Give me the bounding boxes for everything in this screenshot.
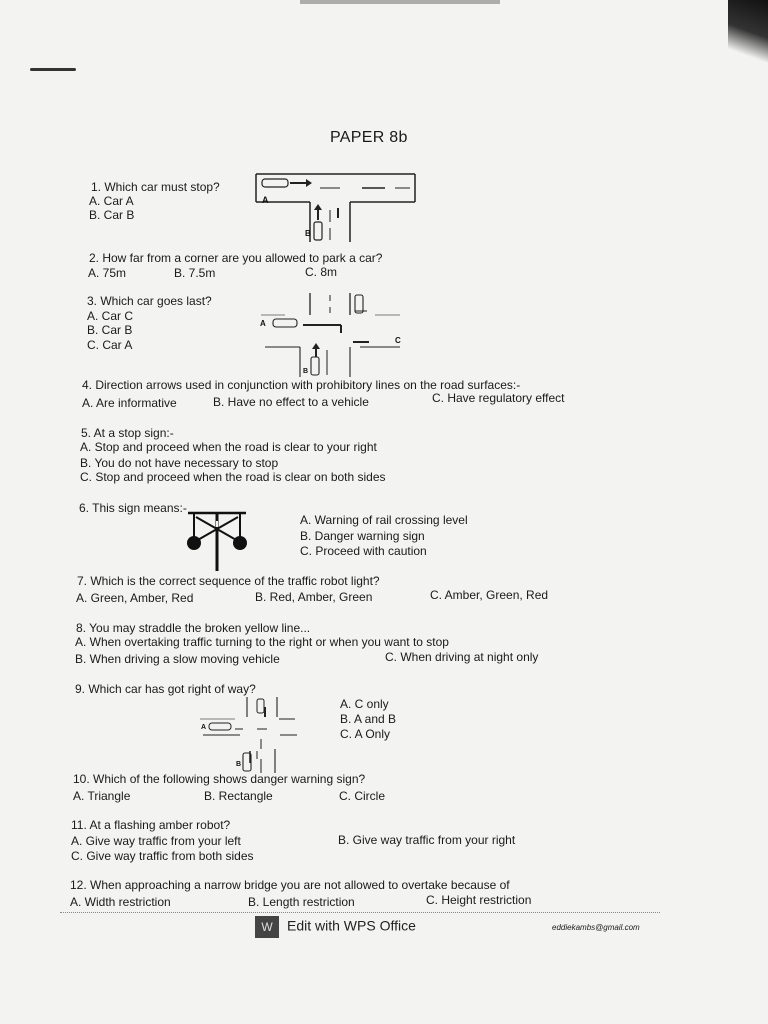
scan-edge-mark xyxy=(300,0,500,4)
q9-question: 9. Which car has got right of way? xyxy=(75,682,256,696)
wps-logo-icon: W xyxy=(255,916,279,938)
q5-option-a: A. Stop and proceed when the road is clear to your right xyxy=(80,440,377,454)
q7-option-a: A. Green, Amber, Red xyxy=(76,591,194,605)
wps-watermark xyxy=(255,916,416,938)
q10-option-b: B. Rectangle xyxy=(204,789,273,803)
q3-car-c-label: C xyxy=(395,336,401,345)
footer-divider xyxy=(60,912,660,914)
q3-option-c: C. Car A xyxy=(87,338,133,352)
pen-mark xyxy=(30,68,76,71)
q10-option-a: A. Triangle xyxy=(73,789,131,803)
q11-question: 11. At a flashing amber robot? xyxy=(71,818,231,832)
q12-question: 12. When approaching a narrow bridge you are not allowed to overtake because of xyxy=(70,878,510,892)
q4-option-b: B. Have no effect to a vehicle xyxy=(213,395,369,409)
q9-option-a: A. C only xyxy=(340,697,389,711)
q8-option-a: A. When overtaking traffic turning to the right or when you want to stop xyxy=(75,635,449,649)
q11-option-a: A. Give way traffic from your left xyxy=(71,834,241,848)
q3-option-b: B. Car B xyxy=(87,323,133,337)
q2-option-c: C. 8m xyxy=(305,265,338,279)
q5-option-c: C. Stop and proceed when the road is clear on both sides xyxy=(80,470,386,484)
q8-question: 8. You may straddle the broken yellow line... xyxy=(76,621,311,635)
q2-option-b: B. 7.5m xyxy=(174,266,216,280)
q6-option-a: A. Warning of rail crossing level xyxy=(300,513,468,527)
q9-option-c: C. A Only xyxy=(340,727,391,741)
q1-junction-diagram xyxy=(250,170,420,245)
q6-option-b: B. Danger warning sign xyxy=(300,529,425,543)
q7-question: 7. Which is the correct sequence of the traffic robot light? xyxy=(77,574,380,588)
wps-watermark-text: Edit with WPS Office xyxy=(287,917,416,934)
q10-option-c: C. Circle xyxy=(339,789,386,803)
q2-question: 2. How far from a corner are you allowed to park a car? xyxy=(89,251,383,265)
q12-option-b: B. Length restriction xyxy=(248,895,355,909)
q1-car-a-label: A xyxy=(262,195,269,205)
q1-car-b-label: B xyxy=(305,229,311,238)
q7-option-c: C. Amber, Green, Red xyxy=(430,588,549,602)
q11-option-c: C. Give way traffic from both sides xyxy=(71,849,254,863)
q12-option-a: A. Width restriction xyxy=(70,895,171,909)
q1-option-b: B. Car B xyxy=(89,208,135,222)
author-email: eddiekambs@gmail.com xyxy=(552,923,640,932)
q3-question: 3. Which car goes last? xyxy=(87,294,212,308)
page-title: PAPER 8b xyxy=(330,129,408,146)
q11-option-b: B. Give way traffic from your right xyxy=(338,833,516,847)
q4-question: 4. Direction arrows used in conjunction with prohibitory lines on the road surfaces:- xyxy=(82,378,521,392)
q3-crossroad-diagram xyxy=(255,285,405,380)
q9-car-b-label: B xyxy=(236,761,242,768)
q4-option-c: C. Have regulatory effect xyxy=(432,391,565,405)
q4-option-a: A. Are informative xyxy=(82,396,177,410)
q1-option-a: A. Car A xyxy=(89,194,134,208)
q8-option-b: B. When driving a slow moving vehicle xyxy=(75,652,280,666)
rail-crossing-sign-icon xyxy=(182,505,252,573)
q9-car-a-label: A xyxy=(201,724,207,731)
q5-question: 5. At a stop sign:- xyxy=(81,426,174,440)
scan-shadow-corner xyxy=(728,0,768,70)
q9-option-b: B. A and B xyxy=(340,712,397,726)
q7-option-b: B. Red, Amber, Green xyxy=(255,590,373,604)
q3-car-b-label: B xyxy=(303,368,309,375)
q3-car-a-label: A xyxy=(260,319,266,328)
q6-question: 6. This sign means:- xyxy=(79,501,187,515)
q1-question: 1. Which car must stop? xyxy=(91,180,220,194)
q2-option-a: A. 75m xyxy=(88,266,127,280)
q3-option-a: A. Car C xyxy=(87,309,134,323)
q6-option-c: C. Proceed with caution xyxy=(300,544,427,558)
q5-option-b: B. You do not have necessary to stop xyxy=(80,456,279,470)
q10-question: 10. Which of the following shows danger warning sign? xyxy=(73,772,366,786)
q9-crossroad-diagram xyxy=(195,693,300,775)
q12-option-c: C. Height restriction xyxy=(426,893,532,907)
q8-option-c: C. When driving at night only xyxy=(385,650,539,664)
